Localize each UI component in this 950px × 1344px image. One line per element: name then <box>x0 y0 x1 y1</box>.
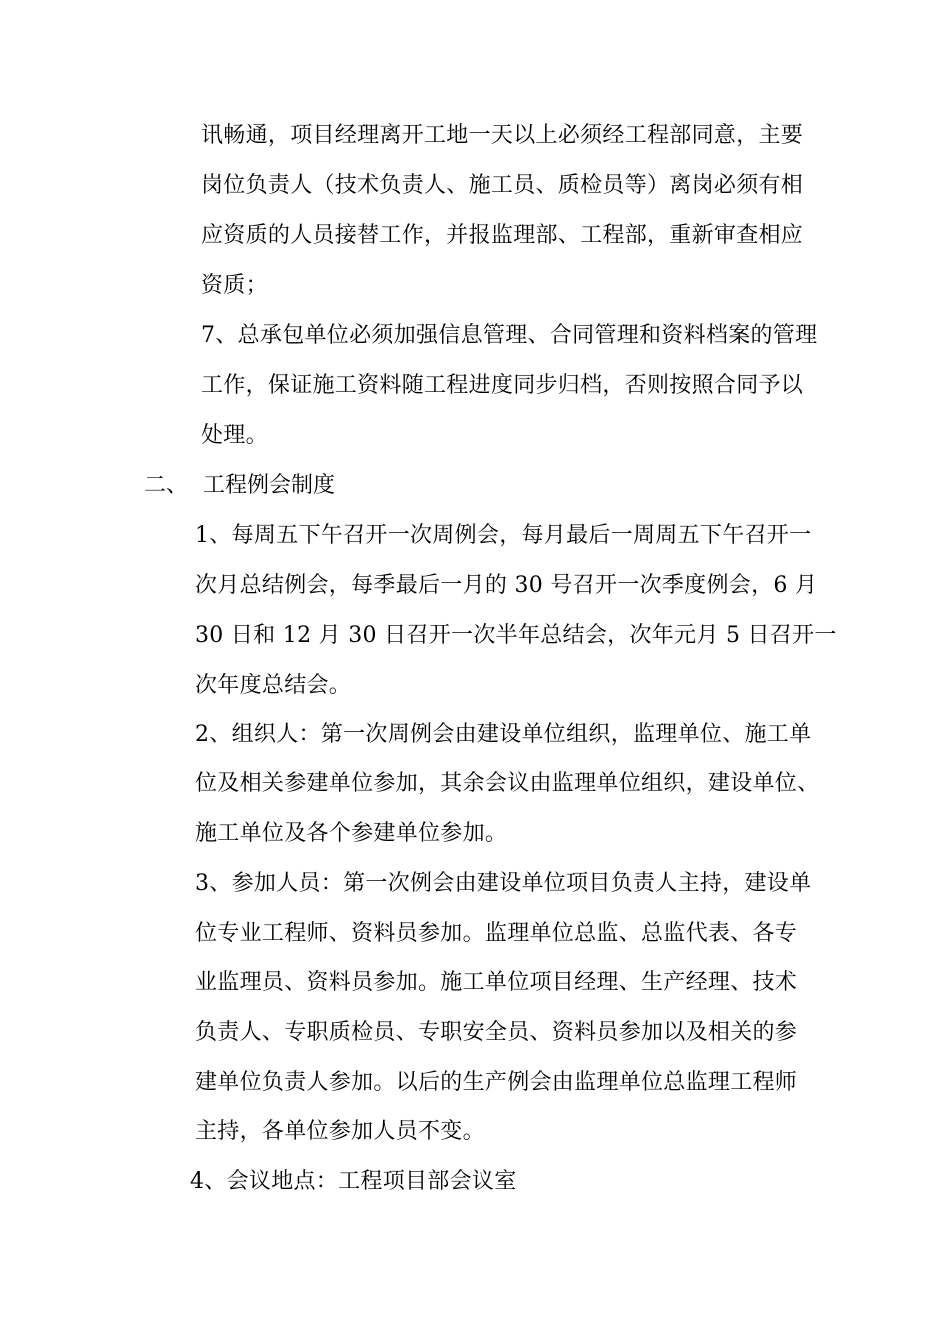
text-line: 次年度总结会。 <box>195 673 352 698</box>
text-line: 建单位负责人参加。以后的生产例会由监理单位总监理工程师 <box>195 1070 798 1095</box>
text-line: 7、总承包单位必须加强信息管理、合同管理和资料档案的管理 <box>201 323 818 348</box>
text-line: 4、会议地点：工程项目部会议室 <box>190 1169 517 1194</box>
text-line: 主持，各单位参加人员不变。 <box>195 1119 485 1144</box>
section-title: 工程例会制度 <box>203 473 336 498</box>
text-line: 位专业工程师、资料员参加。监理单位总监、总监代表、各专 <box>195 921 798 946</box>
text-line: 1、每周五下午召开一次周例会，每月最后一周周五下午召开一 <box>195 523 812 548</box>
section-number: 二、 <box>144 473 189 498</box>
text-line: 施工单位及各个参建单位参加。 <box>195 821 508 846</box>
text-line: 2、组织人：第一次周例会由建设单位组织，监理单位、施工单 <box>195 722 812 747</box>
text-line: 处理。 <box>201 423 268 448</box>
text-line: 应资质的人员接替工作，并报监理部、工程部，重新审查相应 <box>201 223 804 248</box>
text-line: 讯畅通，项目经理离开工地一天以上必须经工程部同意，主要 <box>201 123 804 148</box>
text-line: 业监理员、资料员参加。施工单位项目经理、生产经理、技术 <box>195 970 798 995</box>
text-line: 次月总结例会，每季最后一月的 30 号召开一次季度例会，6 月 <box>195 573 818 598</box>
text-line: 岗位负责人（技术负责人、施工员、质检员等）离岗必须有相 <box>201 173 804 198</box>
text-line: 30 日和 12 月 30 日召开一次半年总结会，次年元月 5 日召开一 <box>195 623 837 648</box>
text-line: 资质； <box>201 273 268 298</box>
text-line: 3、参加人员：第一次例会由建设单位项目负责人主持，建设单 <box>195 871 812 896</box>
text-line: 位及相关参建单位参加，其余会议由监理单位组织，建设单位、 <box>195 771 820 796</box>
text-line: 工作，保证施工资料随工程进度同步归档，否则按照合同予以 <box>201 373 804 398</box>
text-line: 负责人、专职质检员、专职安全员、资料员参加以及相关的参 <box>195 1020 798 1045</box>
